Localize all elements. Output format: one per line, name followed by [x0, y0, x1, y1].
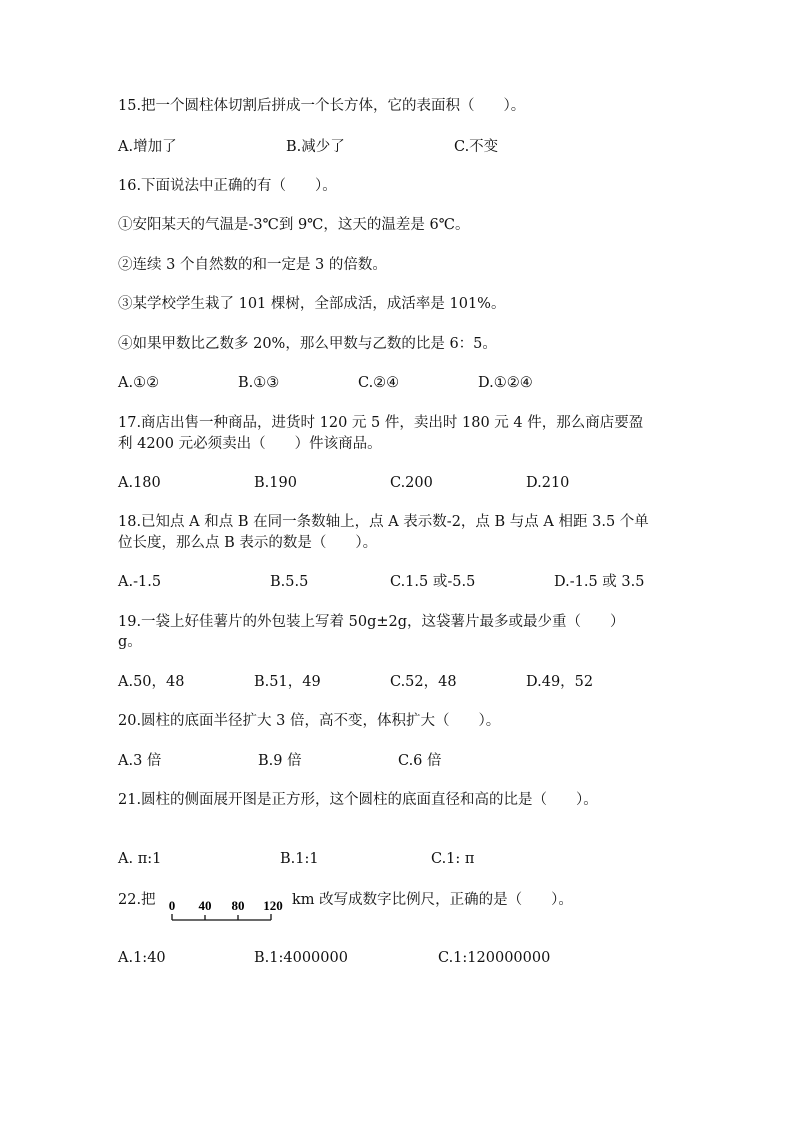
- q15-option-c: C.不变: [454, 139, 499, 155]
- q17-option-d: D.210: [526, 475, 570, 491]
- q20-option-a: A.3 倍: [118, 753, 162, 769]
- scale-label-40: 40: [198, 898, 212, 913]
- q18-option-c: C.1.5 或-5.5: [390, 574, 476, 590]
- q15-option-a: A.增加了: [118, 139, 177, 155]
- q17-option-b: B.190: [254, 475, 297, 491]
- q20-option-c: C.6 倍: [398, 753, 442, 769]
- q16-option-b: B.①③: [238, 375, 280, 391]
- q19-option-c: C.52，48: [390, 674, 457, 690]
- q16-option-c: C.②④: [358, 375, 400, 391]
- q16-option-d: D.①②④: [478, 375, 533, 391]
- scale-label-120: 120: [263, 898, 283, 913]
- q21-stem: 21.圆柱的侧面展开图是正方形，这个圆柱的底面直径和高的比是（ ）。: [118, 792, 598, 808]
- q22-stem-suffix: km 改写成数字比例尺，正确的是（ ）。: [292, 892, 573, 908]
- q17-stem-line1: 17.商店出售一种商品，进货时 120 元 5 件，卖出时 180 元 4 件，那么商店要盈: [118, 415, 644, 431]
- q17-option-a: A.180: [118, 475, 161, 491]
- q16-statement-4: ④如果甲数比乙数多 20%，那么甲数与乙数的比是 6：5。: [118, 336, 497, 352]
- q18-stem-line2: 位长度，那么点 B 表示的数是（ ）。: [118, 535, 378, 551]
- q18-stem-line1: 18.已知点 A 和点 B 在同一条数轴上，点 A 表示数-2，点 B 与点 A 相距 3.5 个单: [118, 514, 649, 530]
- scale-label-0: 0: [168, 898, 176, 913]
- q18-option-b: B.5.5: [270, 574, 309, 590]
- q21-option-b: B.1:1: [280, 851, 319, 867]
- q18-option-d: D.-1.5 或 3.5: [554, 574, 645, 590]
- q16-stem: 16.下面说法中正确的有（ ）。: [118, 178, 337, 194]
- q21-option-c: C.1: π: [431, 851, 475, 867]
- q19-option-b: B.51，49: [254, 674, 321, 690]
- q21-option-a: A. π:1: [118, 851, 162, 867]
- q19-stem-line2: g。: [118, 634, 142, 650]
- q20-option-b: B.9 倍: [258, 753, 302, 769]
- q22-stem-prefix: 22.把: [118, 892, 156, 908]
- q16-statement-2: ②连续 3 个自然数的和一定是 3 的倍数。: [118, 257, 387, 273]
- q15-stem: 15.把一个圆柱体切割后拼成一个长方体，它的表面积（ ）。: [118, 98, 526, 114]
- q18-option-a: A.-1.5: [118, 574, 162, 590]
- q19-option-a: A.50，48: [118, 674, 185, 690]
- q15-option-b: B.减少了: [286, 139, 345, 155]
- q19-stem-line1: 19.一袋上好佳薯片的外包装上写着 50g±2g，这袋薯片最多或最少重（ ）: [118, 614, 625, 630]
- scale-label-80: 80: [231, 898, 245, 913]
- q22-option-c: C.1:120000000: [438, 950, 551, 966]
- q17-stem-line2: 利 4200 元必须卖出（ ）件该商品。: [118, 436, 382, 452]
- q17-option-c: C.200: [390, 475, 433, 491]
- q16-statement-1: ①安阳某天的气温是-3℃到 9℃，这天的温差是 6℃。: [118, 217, 470, 233]
- q22-option-b: B.1:4000000: [254, 950, 348, 966]
- q19-option-d: D.49，52: [526, 674, 594, 690]
- q20-stem: 20.圆柱的底面半径扩大 3 倍，高不变，体积扩大（ ）。: [118, 713, 501, 729]
- q16-option-a: A.①②: [118, 375, 160, 391]
- scale-bar-graphic: [160, 888, 290, 928]
- q22-option-a: A.1:40: [118, 950, 166, 966]
- q16-statement-3: ③某学校学生栽了 101 棵树，全部成活，成活率是 101%。: [118, 296, 506, 312]
- scale-bar: [160, 888, 290, 928]
